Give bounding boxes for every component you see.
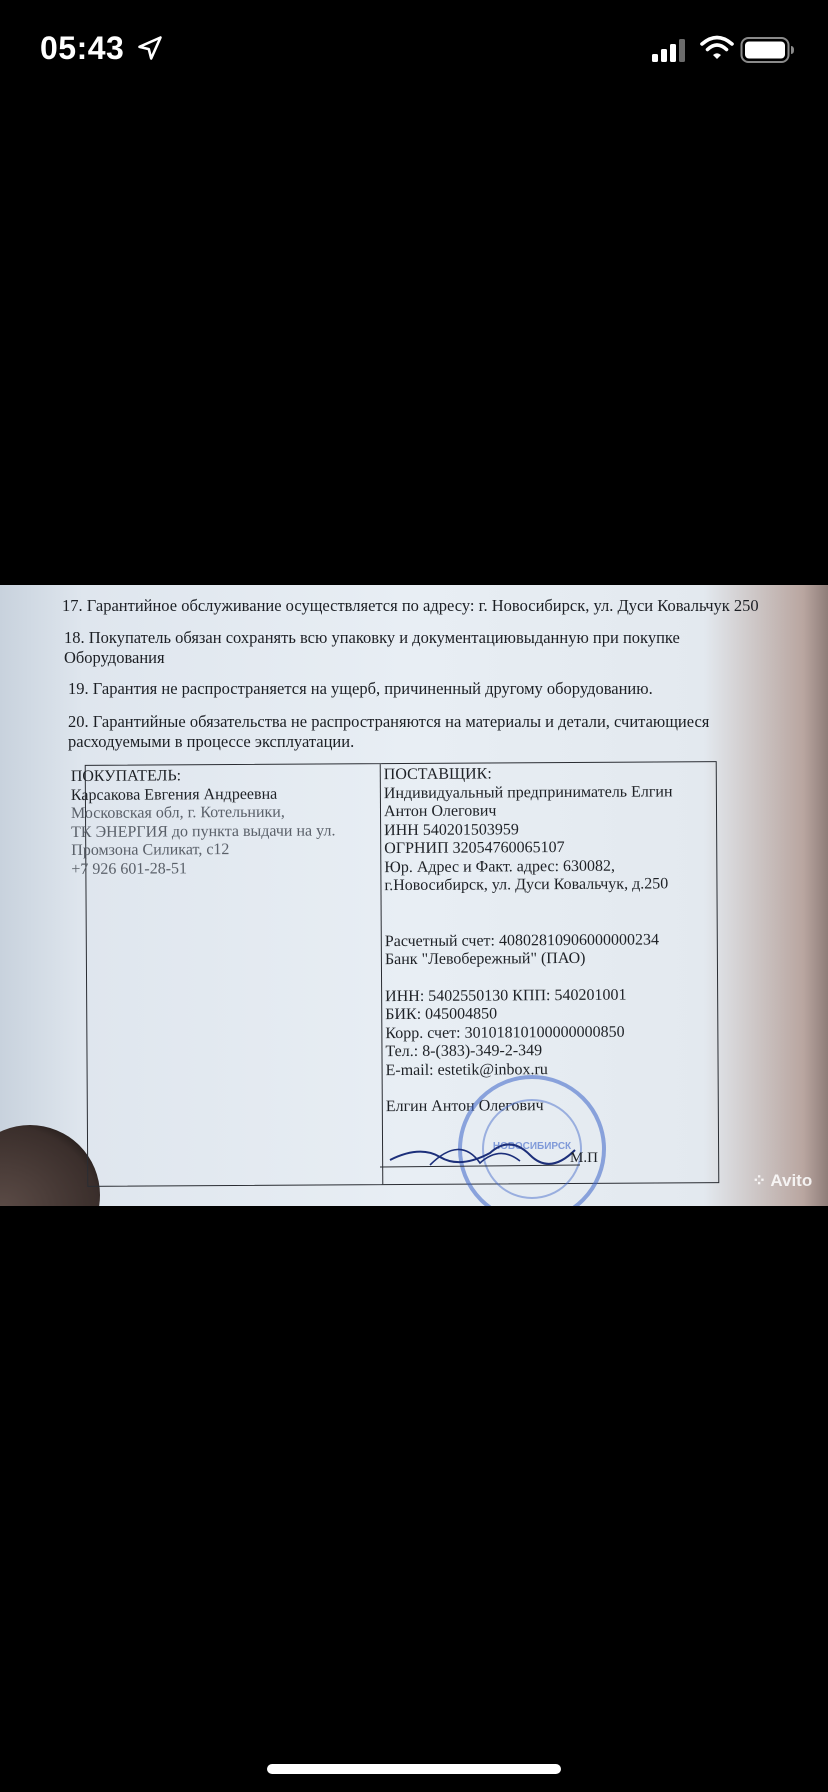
location-arrow-icon: [136, 34, 164, 62]
buyer-address-line-2: ТК ЭНЕРГИЯ до пункта выдачи на ул.: [71, 821, 336, 841]
supplier-bank-line-1: Расчетный счет: 40802810906000000234: [384, 930, 660, 950]
supplier-line-4: ОГРНИП 32054760065107: [384, 839, 565, 858]
clause-18-line-2: Оборудования: [64, 648, 165, 667]
buyer-phone: +7 926 601-28-51: [71, 859, 188, 878]
stamp-text: НОВОСИБИРСК: [492, 1141, 572, 1152]
supplier-detail-line-3: Корр. счет: 30101810100000000850: [385, 1023, 625, 1042]
supplier-heading: ПОСТАВЩИК:: [383, 765, 492, 784]
clause-17: 17. Гарантийное обслуживание осуществляется по адресу: г. Новосибирск, ул. Дуси Ковальчук 250: [62, 596, 759, 615]
supplier-bank-line-2: Банк "Левобережный" (ПАО): [384, 949, 586, 969]
stamp-place-mark: М.П: [570, 1150, 598, 1166]
avito-watermark: [752, 1171, 812, 1191]
supplier-line-3: ИНН 540201503959: [384, 820, 519, 839]
cellular-signal-icon: [650, 38, 690, 62]
buyer-cell: [71, 766, 336, 879]
supplier-line-1: Индивидуальный предприниматель Елгин: [383, 782, 673, 802]
watermark-dots-icon: ⁘: [752, 1171, 767, 1190]
home-indicator[interactable]: [267, 1764, 561, 1774]
document-photo[interactable]: [0, 585, 828, 1206]
supplier-signatory: Елгин Антон Олегович: [385, 1097, 544, 1116]
watermark-text: Avito: [770, 1171, 813, 1190]
clause-19: 19. Гарантия не распространяется на ущерб, причиненный другому оборудованию.: [68, 679, 653, 698]
clause-20-line-1: 20. Гарантийные обязательства не распространяются на материалы и детали, считающиеся: [68, 712, 710, 731]
clause-20: [68, 712, 709, 752]
supplier-email: E-mail: estetik@inbox.ru: [385, 1060, 548, 1079]
supplier-line-2: Антон Олегович: [383, 802, 497, 821]
supplier-line-5: Юр. Адрес и Факт. адрес: 630082,: [384, 857, 616, 876]
buyer-name: Карсакова Евгения Андреевна: [70, 785, 278, 804]
clause-18: [64, 628, 680, 668]
handwritten-signature: [380, 1115, 580, 1175]
supplier-cell: [384, 764, 675, 1116]
finger-shadow: [0, 1125, 100, 1206]
status-bar: [0, 0, 828, 100]
supplier-detail-line-2: БИК: 045004850: [385, 1005, 498, 1024]
supplier-detail-line-1: ИНН: 5402550130 КПП: 540201001: [385, 986, 627, 1005]
clause-20-line-2: расходуемыми в процессе эксплуатации.: [68, 732, 355, 751]
supplier-line-6: г.Новосибирск, ул. Дуси Ковальчук, д.250: [384, 875, 669, 895]
status-time: 05:43: [40, 30, 125, 66]
battery-icon: [740, 36, 796, 64]
buyer-address-line-3: Промзона Силикат, с12: [71, 841, 230, 860]
buyer-address-line-1: Московская обл, г. Котельники,: [70, 803, 285, 823]
wifi-icon: [700, 34, 734, 62]
supplier-detail-line-4: Тел.: 8-(383)-349-2-349: [385, 1042, 543, 1061]
buyer-heading: ПОКУПАТЕЛЬ:: [70, 767, 182, 786]
clause-18-line-1: 18. Покупатель обязан сохранять всю упаковку и документациювыданную при покупке: [64, 628, 680, 647]
